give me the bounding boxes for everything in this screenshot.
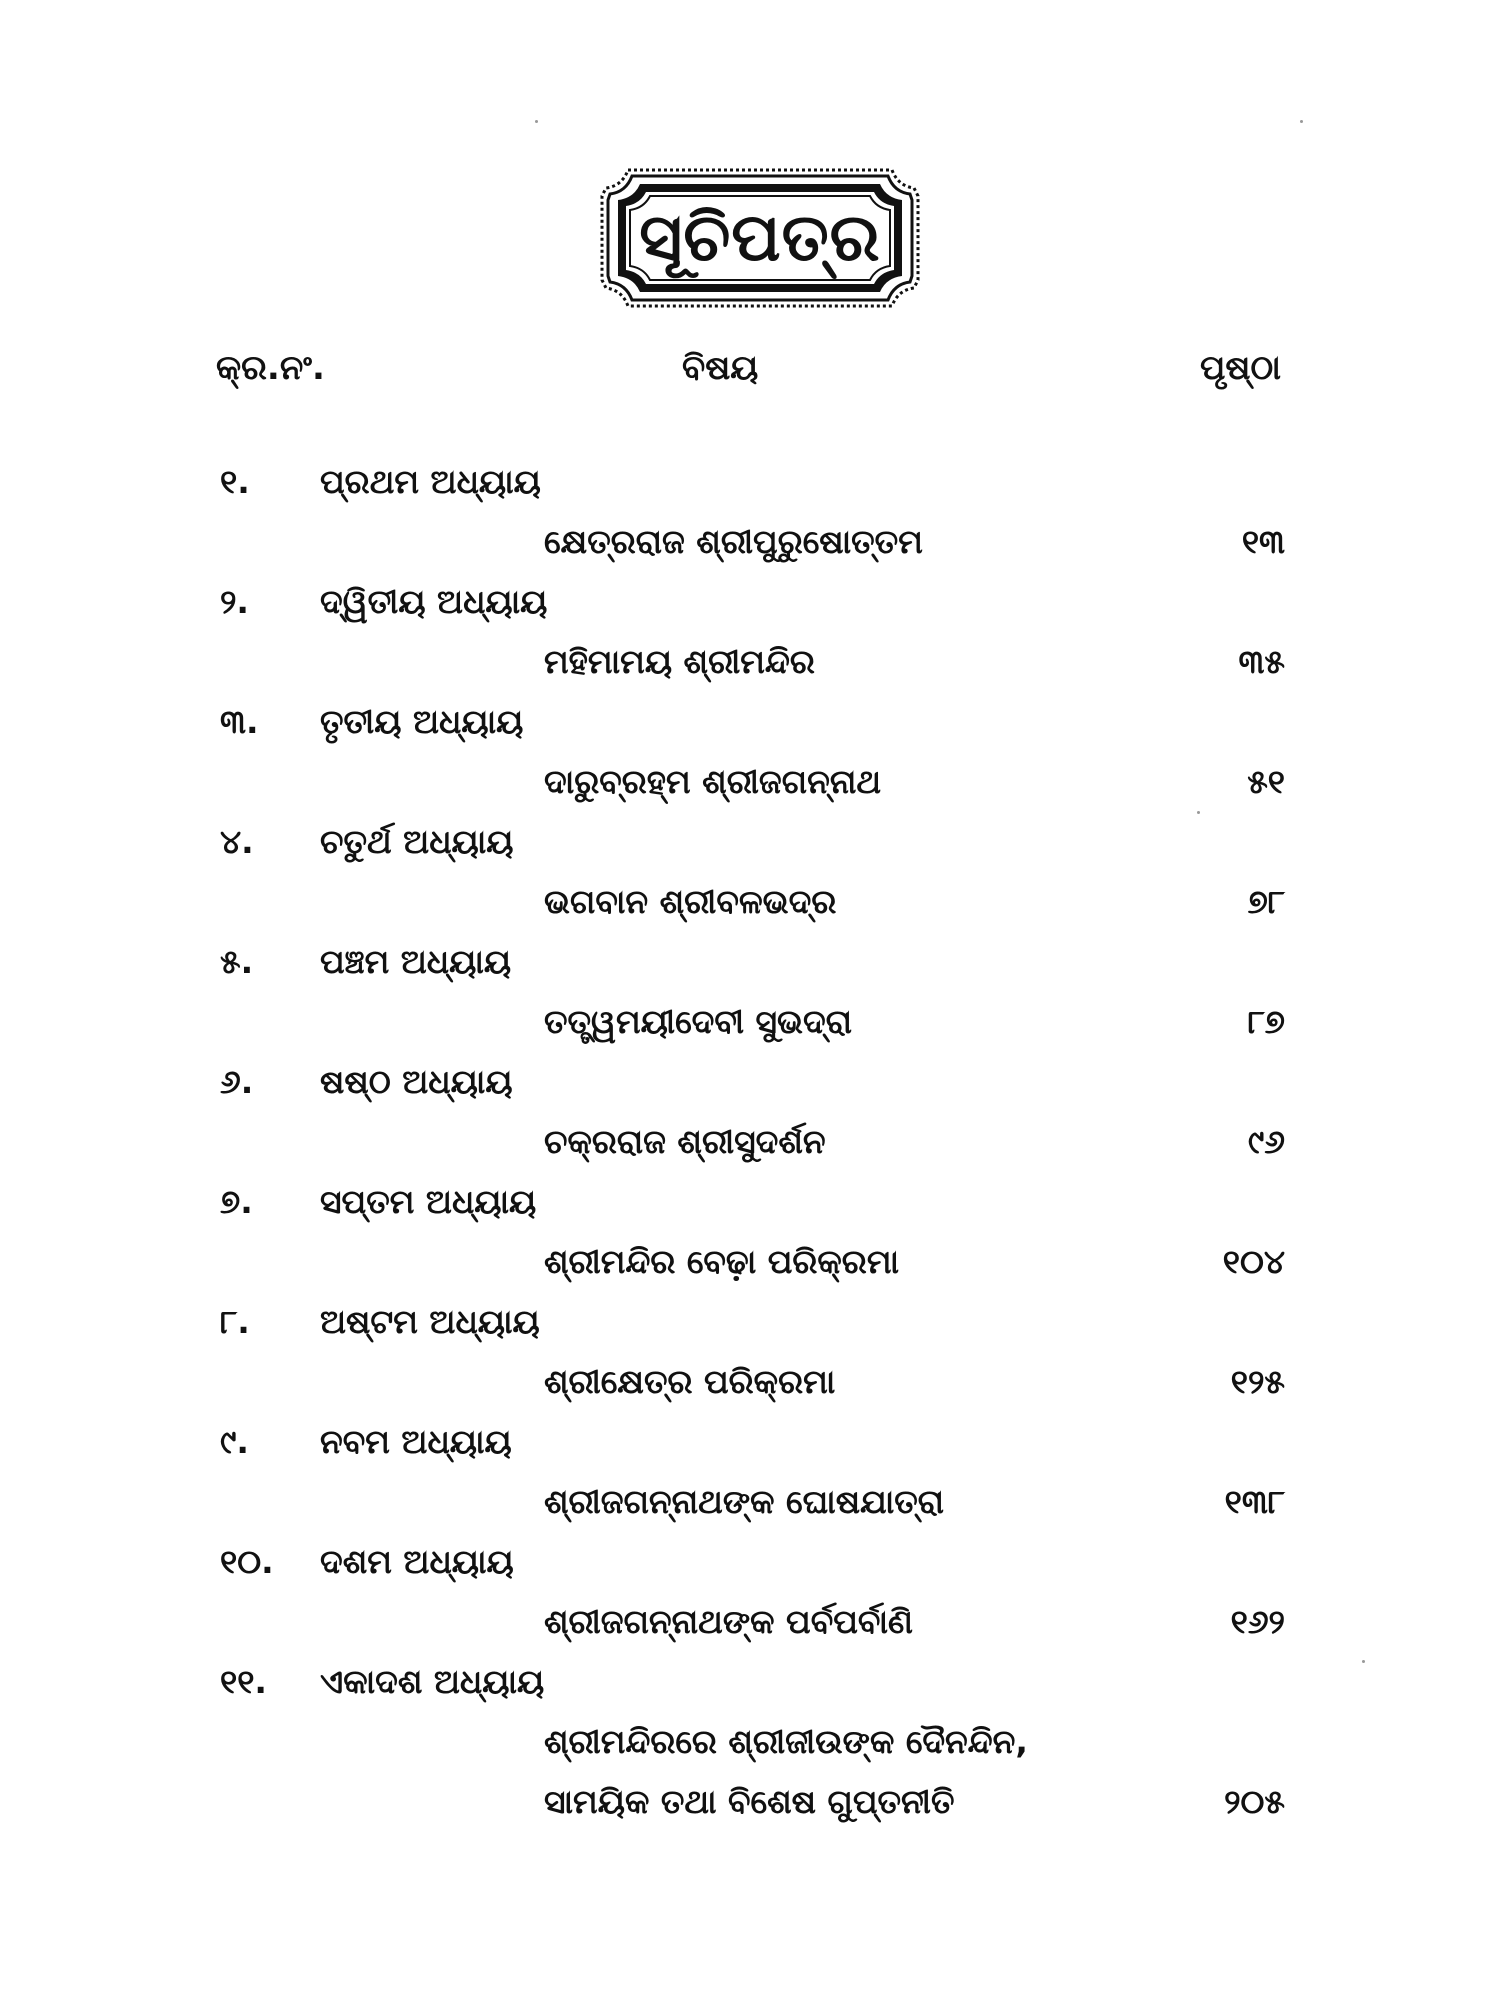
scan-speck	[1300, 120, 1303, 123]
header-number: କ୍ର.ନଂ.	[216, 348, 325, 388]
title-cartouche	[598, 166, 922, 310]
entry-title: ଶ୍ରୀମନ୍ଦିରରେ ଶ୍ରୀଜୀଉଙ୍କ ଦୈନନ୍ଦିନ,	[544, 1722, 1028, 1761]
chapter-name: ଦଶମ ଅଧ୍ୟାୟ	[320, 1542, 514, 1581]
chapter-name: ଷଷ୍ଠ ଅଧ୍ୟାୟ	[320, 1062, 513, 1101]
chapter-name: ଚତୁର୍ଥ ଅଧ୍ୟାୟ	[320, 822, 514, 861]
entry-page: ୧୩୮	[1224, 1482, 1285, 1521]
entry-page: ୭୮	[1247, 882, 1285, 921]
chapter-number: ୧.	[220, 462, 250, 501]
entry-page: ୧୬୨	[1230, 1602, 1285, 1641]
entry-page: ୧୨୫	[1230, 1362, 1285, 1401]
chapter-number: ୨.	[220, 582, 249, 621]
chapter-name: ଏକାଦଶ ଅଧ୍ୟାୟ	[320, 1662, 545, 1701]
entry-page: ୮୭	[1247, 1002, 1285, 1041]
entry-page: ୧୩	[1241, 522, 1285, 561]
entry-title: ଶ୍ରୀକ୍ଷେତ୍ର ପରିକ୍ରମା	[544, 1362, 836, 1401]
chapter-number: ୯.	[220, 1422, 249, 1461]
chapter-name: ଦ୍ୱିତୀୟ ଅଧ୍ୟାୟ	[320, 582, 548, 621]
chapter-number: ୩.	[220, 702, 259, 741]
chapter-number: ୫.	[220, 942, 254, 981]
scan-speck	[1362, 1660, 1365, 1663]
entry-title: ଶ୍ରୀମନ୍ଦିର ବେଢ଼ା ପରିକ୍ରମା	[544, 1242, 900, 1281]
entry-title: ତତ୍ତ୍ୱମୟୀଦେବୀ ସୁଭଦ୍ରା	[544, 1002, 852, 1041]
entry-title: ଭଗବାନ ଶ୍ରୀବଳଭଦ୍ର	[544, 882, 837, 921]
chapter-name: ତୃତୀୟ ଅଧ୍ୟାୟ	[320, 702, 524, 741]
chapter-name: ପ୍ରଥମ ଅଧ୍ୟାୟ	[320, 462, 541, 501]
entry-title: ମହିମାମୟ ଶ୍ରୀମନ୍ଦିର	[544, 642, 815, 681]
entry-page: ୫୧	[1247, 762, 1285, 801]
entry-page: ୨୦୫	[1224, 1782, 1285, 1821]
entry-title: ଶ୍ରୀଜଗନ୍ନାଥଙ୍କ ପର୍ବପର୍ବାଣି	[544, 1602, 913, 1641]
chapter-number: ୪.	[220, 822, 254, 861]
entry-title: କ୍ଷେତ୍ରରାଜ ଶ୍ରୀପୁରୁଷୋତ୍ତମ	[544, 522, 923, 561]
page-title: ସୂଚିପତ୍ର	[639, 198, 881, 276]
entry-title: ଶ୍ରୀଜଗନ୍ନାଥଙ୍କ ଘୋଷଯାତ୍ରା	[544, 1482, 944, 1521]
header-subject: ବିଷୟ	[682, 348, 759, 388]
entry-title: ସାମୟିକ ତଥା ବିଶେଷ ଗୁପ୍ତନୀତି	[544, 1782, 955, 1821]
chapter-name: ପଞ୍ଚମ ଅଧ୍ୟାୟ	[320, 942, 512, 981]
entry-page: ୩୫	[1238, 642, 1285, 681]
chapter-number: ୧୧.	[220, 1662, 267, 1701]
scan-speck	[535, 120, 538, 123]
entry-title: ଚକ୍ରରାଜ ଶ୍ରୀସୁଦର୍ଶନ	[544, 1122, 826, 1161]
header-page: ପୃଷ୍ଠା	[1200, 348, 1281, 388]
entry-title: ଦାରୁବ୍ରହ୍ମ ଶ୍ରୀଜଗନ୍ନାଥ	[544, 762, 882, 801]
chapter-name: ଅଷ୍ଟମ ଅଧ୍ୟାୟ	[320, 1302, 540, 1341]
entry-page: ୯୬	[1247, 1122, 1285, 1161]
chapter-number: ୬.	[220, 1062, 254, 1101]
chapter-name: ନବମ ଅଧ୍ୟାୟ	[320, 1422, 512, 1461]
chapter-number: ୭.	[220, 1182, 253, 1221]
chapter-number: ୧୦.	[220, 1542, 274, 1581]
chapter-name: ସପ୍ତମ ଅଧ୍ୟାୟ	[320, 1182, 537, 1221]
chapter-number: ୮.	[220, 1302, 250, 1341]
entry-page: ୧୦୪	[1222, 1242, 1285, 1281]
scan-speck	[1197, 811, 1200, 814]
